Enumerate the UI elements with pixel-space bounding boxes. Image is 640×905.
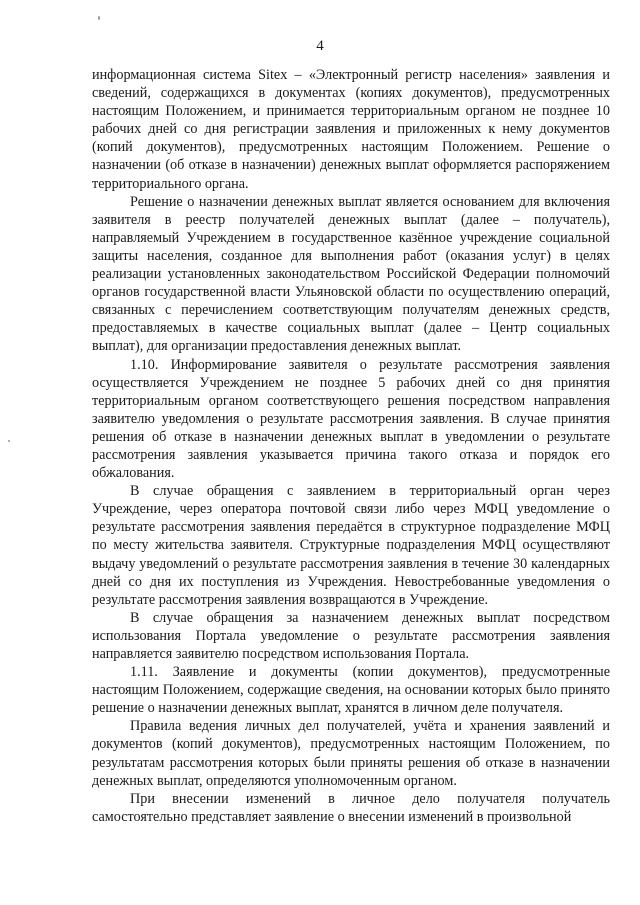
scan-speck: [98, 16, 100, 20]
document-body: [92, 66, 610, 826]
paragraph-1: информационная система Sitex – «Электронный регистр населения» заявления и сведений, содержащихся в документах (копиях документов), предусмотренных настоящим Положением, и принимается территориальным органом не позднее 10 рабочих дней со дня регистрации заявления и приложенных к нему документов (копий документов), предусмотренных настоящим Положением. Решение о назначении (об отказе в назначении) денежных выплат оформляется распоряжением территориального органа.: [92, 67, 610, 192]
paragraph-6: 1.11. Заявление и документы (копии документов), предусмотренные настоящим Положением, содержащие сведения, на основании которых было принято решение о назначении денежных выплат, хранятся в личном деле получателя.: [92, 664, 610, 717]
paragraph-4: В случае обращения с заявлением в территориальный орган через Учреждение, через оператора почтовой связи либо через МФЦ уведомление о результате рассмотрения заявления передаётся в структурное подразделение МФЦ по месту жительства заявителя. Структурные подразделения МФЦ осуществляют выдачу уведомлений о результате рассмотрения заявления в течение 30 календарных дней со дня их поступления из Учреждения. Невостребованные уведомления о результате рассмотрения заявления возвращаются в Учреждение.: [92, 483, 610, 608]
paragraph-7: Правила ведения личных дел получателей, учёта и хранения заявлений и документов (копий документов), предусмотренных настоящим Положением, по результатам рассмотрения которых были приняты решения об отказе в назначении денежных выплат, определяются уполномоченным органом.: [92, 718, 610, 789]
paragraph-2: Решение о назначении денежных выплат является основанием для включения заявителя в реестр получателей денежных выплат (далее – получатель), направляемый Учреждением в государственное казённое учреждение социальной защиты населения, созданное для выполнения работ (оказания услуг) в целях реализации установленных законодательством Российской Федерации полномочий органов государственной власти Ульяновской области по осуществлению операций, связанных с перечислением соответствующим получателям денежных средств, предоставляемых в качестве социальных выплат (далее – Центр социальных выплат), для организации предоставления денежных выплат.: [92, 193, 610, 355]
scan-speck: [8, 440, 10, 442]
page-number: 4: [316, 38, 324, 54]
paragraph-8: При внесении изменений в личное дело получателя получатель самостоятельно представляет заявление о внесении изменений в произвольной: [92, 790, 610, 825]
paragraph-5: В случае обращения за назначением денежных выплат посредством использования Портала уведомление о результате рассмотрения заявления направляется заявителю посредством использования Портала.: [92, 609, 610, 662]
paragraph-3: 1.10. Информирование заявителя о результате рассмотрения заявления осуществляется Учреждением не позднее 5 рабочих дней со дня принятия территориальным органом соответствующего решения посредством направления заявителю уведомления о результате рассмотрения заявления. В случае принятия решения об отказе в назначении денежных выплат в уведомлении о результате рассмотрения заявления указывается причина такого отказа и порядок его обжалования.: [92, 356, 610, 482]
